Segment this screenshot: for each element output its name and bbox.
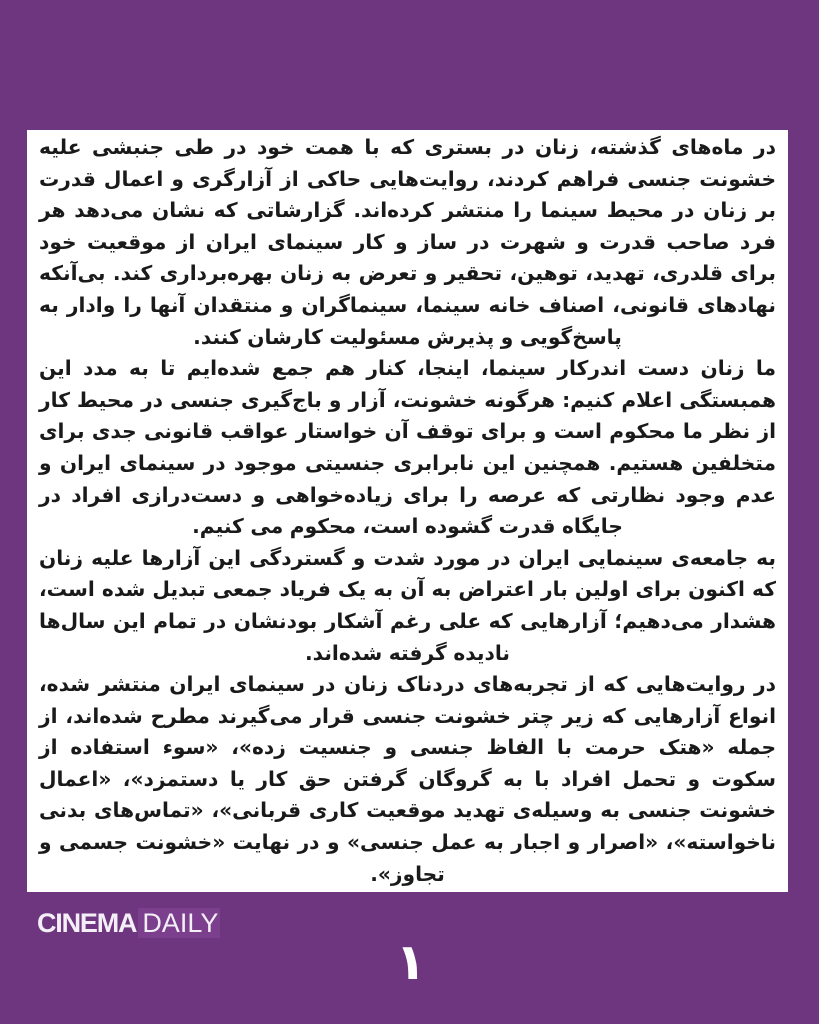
logo-word-cinema: CINEMA	[37, 908, 137, 938]
paragraph-4: در روایت‌هایی که از تجربه‌های دردناک زنان در سینمای ایران منتشر شده، انواع آزارهایی که زیر چتر خشونت جنسی قرار می‌گیرند مطرح شده‌اند، از جمله «هتک حرمت با الفاظ جنسی و جنسیت زده»، «سوء استفاده از سکوت و تحمل افراد با به گروگان گرفتن حق کار یا دستمزد»، «اعمال خشونت جنسی به وسیله‌ی تهدید موقعیت کاری قربانی»، «تماس‌های بدنی ناخواسته»، «اصرار و اجبار به عمل جنسی» و در نهایت «خشونت جسمی و تجاوز».	[39, 672, 776, 886]
statement-body	[39, 132, 776, 890]
page-number: ۱	[395, 933, 426, 991]
logo-word-daily: DAILY	[138, 908, 220, 938]
cinema-daily-logo	[37, 908, 220, 938]
paragraph-2: ما زنان دست اندرکار سینما، اینجا، کنار هم جمع شده‌ایم تا به مدد این همبستگی اعلام کنیم: هرگونه خشونت، آزار و باج‌گیری جنسی در محیط کار از نظر ما محکوم است و برای توقف آن خواستار عواقب قانونی جدی برای متخلفین هستیم. همچنین این نابرابری جنسیتی موجود در سینمای ایران و عدم وجود نظارتی که عرصه را برای زیاده‌خواهی و دست‌درازی افراد در جایگاه قدرت گشوده است، محکوم می کنیم.	[39, 356, 776, 539]
paragraph-1: در ماه‌های گذشته، زنان در بستری که با همت خود در طی جنبشی علیه خشونت جنسی فراهم کردند، روایت‌هایی حاکی از آزارگری و اعمال قدرت بر زنان در محیط سینما را منتشر کرده‌اند. گزارشاتی که نشان می‌دهد هر فرد صاحب قدرت و شهرت در ساز و کار سینمای ایران از موقعیت خود برای قلدری، تهدید، توهین، تحقیر و تعرض به زنان بهره‌برداری کند. بی‌آنکه نهادهای قانونی، اصناف خانه سینما، سینماگران و منتقدان آنها را وادار به پاسخ‌گویی و پذیرش مسئولیت کارشان کنند.	[39, 135, 776, 349]
statement-card	[27, 130, 788, 892]
paragraph-3: به جامعه‌ی سینمایی ایران در مورد شدت و گستردگی این آزارها علیه زنان که اکنون برای اولین بار اعتراض به آن به یک فریاد جمعی تبدیل شده است، هشدار می‌دهیم؛ آزارهایی که علی رغم آشکار بودنشان در تمام این سال‌ها نادیده گرفته شده‌اند.	[39, 545, 776, 665]
